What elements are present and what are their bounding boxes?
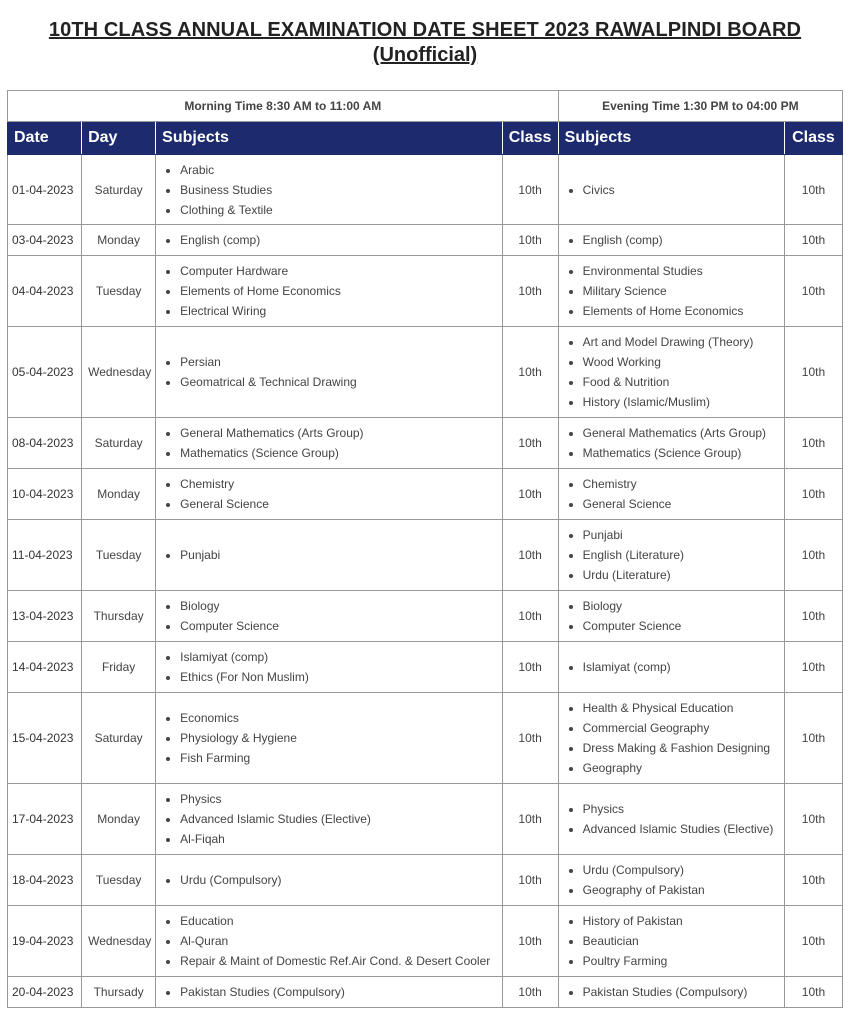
morning-subjects-list — [162, 474, 495, 514]
subject-item: • Islamiyat (comp) — [180, 647, 495, 667]
morning-subjects-list — [162, 160, 495, 220]
morning-subjects-list — [162, 261, 495, 321]
header-morning-class: Class — [502, 122, 558, 155]
morning-class: 10th — [502, 469, 558, 520]
table-header-row — [8, 122, 843, 155]
evening-class: 10th — [784, 642, 842, 693]
evening-subjects — [558, 327, 784, 418]
subject-item: • Chemistry — [180, 474, 495, 494]
exam-day: Saturday — [82, 155, 156, 225]
evening-class: 10th — [784, 977, 842, 1008]
subject-item: • Health & Physical Education — [583, 698, 778, 718]
evening-subjects — [558, 520, 784, 591]
evening-subjects-list — [565, 698, 778, 778]
evening-subjects — [558, 693, 784, 784]
subject-item: • Fish Farming — [180, 748, 495, 768]
morning-class: 10th — [502, 693, 558, 784]
evening-time-label: Evening Time 1:30 PM to 04:00 PM — [558, 91, 842, 122]
morning-class: 10th — [502, 977, 558, 1008]
evening-class: 10th — [784, 906, 842, 977]
morning-subjects-list — [162, 352, 495, 392]
subject-item: • Physiology & Hygiene — [180, 728, 495, 748]
exam-day: Tuesday — [82, 520, 156, 591]
subject-item: • Punjabi — [583, 525, 778, 545]
subject-item: • Physics — [180, 789, 495, 809]
table-row — [8, 327, 843, 418]
morning-class: 10th — [502, 642, 558, 693]
morning-subjects-list — [162, 870, 495, 890]
evening-subjects — [558, 855, 784, 906]
header-date: Date — [8, 122, 82, 155]
morning-class: 10th — [502, 784, 558, 855]
page-title: 10TH CLASS ANNUAL EXAMINATION DATE SHEET 2023 RAWALPINDI BOARD — [48, 19, 802, 41]
evening-subjects — [558, 256, 784, 327]
subject-item: • Computer Science — [583, 616, 778, 636]
subject-item: • Commercial Geography — [583, 718, 778, 738]
subject-item: • Advanced Islamic Studies (Elective) — [180, 809, 495, 829]
exam-date: 18-04-2023 — [8, 855, 82, 906]
evening-subjects-list — [565, 860, 778, 900]
exam-date: 01-04-2023 — [8, 155, 82, 225]
subject-item: • Civics — [583, 180, 778, 200]
subject-item: • Pakistan Studies (Compulsory) — [583, 982, 778, 1002]
evening-subjects-list — [565, 657, 778, 677]
subject-item: • English (comp) — [180, 230, 495, 250]
subject-item: • Electrical Wiring — [180, 301, 495, 321]
subject-item: • General Mathematics (Arts Group) — [180, 423, 495, 443]
morning-class: 10th — [502, 906, 558, 977]
morning-subjects-list — [162, 982, 495, 1002]
exam-date: 03-04-2023 — [8, 225, 82, 256]
morning-subjects — [156, 591, 502, 642]
subject-item: • Economics — [180, 708, 495, 728]
subject-item: • English (comp) — [583, 230, 778, 250]
evening-class: 10th — [784, 591, 842, 642]
evening-class: 10th — [784, 155, 842, 225]
morning-subjects — [156, 520, 502, 591]
exam-day: Saturday — [82, 418, 156, 469]
subject-item: • Computer Science — [180, 616, 495, 636]
subject-item: • Advanced Islamic Studies (Elective) — [583, 819, 778, 839]
morning-subjects — [156, 256, 502, 327]
morning-subjects-list — [162, 545, 495, 565]
subject-item: • Geography — [583, 758, 778, 778]
subject-item: • History (Islamic/Muslim) — [583, 392, 778, 412]
subject-item: • Environmental Studies — [583, 261, 778, 281]
date-sheet-table — [7, 90, 843, 1008]
subject-item: • Mathematics (Science Group) — [583, 443, 778, 463]
evening-subjects-list — [565, 261, 778, 321]
subject-item: • Repair & Maint of Domestic Ref.Air Cond. & Desert Cooler — [180, 951, 495, 971]
table-row — [8, 469, 843, 520]
evening-subjects-list — [565, 799, 778, 839]
exam-day: Friday — [82, 642, 156, 693]
exam-day: Saturday — [82, 693, 156, 784]
morning-subjects — [156, 327, 502, 418]
subject-item: • Urdu (Compulsory) — [583, 860, 778, 880]
header-evening-class: Class — [784, 122, 842, 155]
morning-class: 10th — [502, 591, 558, 642]
header-evening-subjects: Subjects — [558, 122, 784, 155]
morning-subjects — [156, 418, 502, 469]
exam-day: Wednesday — [82, 327, 156, 418]
morning-subjects-list — [162, 911, 495, 971]
evening-subjects — [558, 642, 784, 693]
subject-item: • Food & Nutrition — [583, 372, 778, 392]
table-row — [8, 784, 843, 855]
exam-date: 11-04-2023 — [8, 520, 82, 591]
exam-date: 08-04-2023 — [8, 418, 82, 469]
subject-item: • Geomatrical & Technical Drawing — [180, 372, 495, 392]
morning-subjects — [156, 855, 502, 906]
subject-item: • Physics — [583, 799, 778, 819]
morning-subjects — [156, 693, 502, 784]
exam-day: Tuesday — [82, 256, 156, 327]
subject-item: • Computer Hardware — [180, 261, 495, 281]
subject-item: • Poultry Farming — [583, 951, 778, 971]
evening-class: 10th — [784, 469, 842, 520]
exam-date: 13-04-2023 — [8, 591, 82, 642]
exam-date: 20-04-2023 — [8, 977, 82, 1008]
session-time-row — [8, 91, 843, 122]
subject-item: • Urdu (Compulsory) — [180, 870, 495, 890]
evening-subjects-list — [565, 525, 778, 585]
subject-item: • Pakistan Studies (Compulsory) — [180, 982, 495, 1002]
subject-item: • Clothing & Textile — [180, 200, 495, 220]
subject-item: • Art and Model Drawing (Theory) — [583, 332, 778, 352]
exam-day: Thursday — [82, 591, 156, 642]
morning-class: 10th — [502, 256, 558, 327]
subject-item: • Persian — [180, 352, 495, 372]
morning-subjects — [156, 155, 502, 225]
morning-subjects — [156, 906, 502, 977]
exam-date: 05-04-2023 — [8, 327, 82, 418]
subject-item: • Al-Quran — [180, 931, 495, 951]
subject-item: • Wood Working — [583, 352, 778, 372]
subject-item: • General Science — [583, 494, 778, 514]
subject-item: • Islamiyat (comp) — [583, 657, 778, 677]
morning-class: 10th — [502, 855, 558, 906]
evening-subjects-list — [565, 332, 778, 412]
subject-item: • Chemistry — [583, 474, 778, 494]
evening-class: 10th — [784, 418, 842, 469]
exam-date: 17-04-2023 — [8, 784, 82, 855]
exam-day: Wednesday — [82, 906, 156, 977]
exam-date: 14-04-2023 — [8, 642, 82, 693]
evening-subjects — [558, 591, 784, 642]
morning-subjects — [156, 225, 502, 256]
evening-subjects — [558, 906, 784, 977]
table-row — [8, 855, 843, 906]
evening-class: 10th — [784, 693, 842, 784]
subject-item: • Al-Fiqah — [180, 829, 495, 849]
subject-item: • General Science — [180, 494, 495, 514]
exam-date: 19-04-2023 — [8, 906, 82, 977]
evening-class: 10th — [784, 327, 842, 418]
title-block — [0, 0, 850, 72]
exam-day: Tuesday — [82, 855, 156, 906]
table-row — [8, 642, 843, 693]
morning-subjects-list — [162, 789, 495, 849]
evening-subjects — [558, 784, 784, 855]
exam-date: 04-04-2023 — [8, 256, 82, 327]
morning-class: 10th — [502, 327, 558, 418]
evening-subjects — [558, 225, 784, 256]
subject-item: • Elements of Home Economics — [583, 301, 778, 321]
subject-item: • Biology — [583, 596, 778, 616]
evening-subjects-list — [565, 180, 778, 200]
morning-class: 10th — [502, 520, 558, 591]
table-row — [8, 225, 843, 256]
table-row — [8, 591, 843, 642]
evening-subjects-list — [565, 596, 778, 636]
evening-class: 10th — [784, 225, 842, 256]
evening-class: 10th — [784, 855, 842, 906]
subject-item: • Business Studies — [180, 180, 495, 200]
evening-subjects-list — [565, 230, 778, 250]
exam-day: Monday — [82, 225, 156, 256]
subject-item: • Education — [180, 911, 495, 931]
table-row — [8, 256, 843, 327]
morning-class: 10th — [502, 418, 558, 469]
exam-day: Thursady — [82, 977, 156, 1008]
morning-subjects-list — [162, 423, 495, 463]
morning-subjects — [156, 642, 502, 693]
subject-item: • Dress Making & Fashion Designing — [583, 738, 778, 758]
header-day: Day — [82, 122, 156, 155]
subject-item: • Beautician — [583, 931, 778, 951]
evening-subjects-list — [565, 423, 778, 463]
subject-item: • Punjabi — [180, 545, 495, 565]
exam-day: Monday — [82, 469, 156, 520]
morning-class: 10th — [502, 155, 558, 225]
subject-item: • General Mathematics (Arts Group) — [583, 423, 778, 443]
evening-class: 10th — [784, 784, 842, 855]
subject-item: • Arabic — [180, 160, 495, 180]
header-morning-subjects: Subjects — [156, 122, 502, 155]
morning-time-label: Morning Time 8:30 AM to 11:00 AM — [8, 91, 559, 122]
subject-item: • Military Science — [583, 281, 778, 301]
subject-item: • Geography of Pakistan — [583, 880, 778, 900]
evening-subjects-list — [565, 911, 778, 971]
evening-subjects — [558, 418, 784, 469]
table-body — [8, 155, 843, 1008]
subject-item: • Biology — [180, 596, 495, 616]
subject-item: • Ethics (For Non Muslim) — [180, 667, 495, 687]
subject-item: • English (Literature) — [583, 545, 778, 565]
evening-subjects — [558, 469, 784, 520]
morning-subjects — [156, 977, 502, 1008]
morning-class: 10th — [502, 225, 558, 256]
subject-item: • Mathematics (Science Group) — [180, 443, 495, 463]
morning-subjects-list — [162, 647, 495, 687]
subject-item: • Urdu (Literature) — [583, 565, 778, 585]
evening-subjects-list — [565, 982, 778, 1002]
morning-subjects-list — [162, 230, 495, 250]
subject-item: • Elements of Home Economics — [180, 281, 495, 301]
morning-subjects — [156, 784, 502, 855]
morning-subjects-list — [162, 596, 495, 636]
table-row — [8, 520, 843, 591]
exam-date: 10-04-2023 — [8, 469, 82, 520]
table-row — [8, 977, 843, 1008]
table-row — [8, 906, 843, 977]
subject-item: • History of Pakistan — [583, 911, 778, 931]
morning-subjects — [156, 469, 502, 520]
evening-class: 10th — [784, 520, 842, 591]
page-subtitle: (Unofficial) — [372, 44, 478, 66]
table-row — [8, 155, 843, 225]
table-row — [8, 693, 843, 784]
evening-subjects — [558, 977, 784, 1008]
morning-subjects-list — [162, 708, 495, 768]
evening-subjects-list — [565, 474, 778, 514]
evening-class: 10th — [784, 256, 842, 327]
evening-subjects — [558, 155, 784, 225]
exam-day: Monday — [82, 784, 156, 855]
table-row — [8, 418, 843, 469]
exam-date: 15-04-2023 — [8, 693, 82, 784]
